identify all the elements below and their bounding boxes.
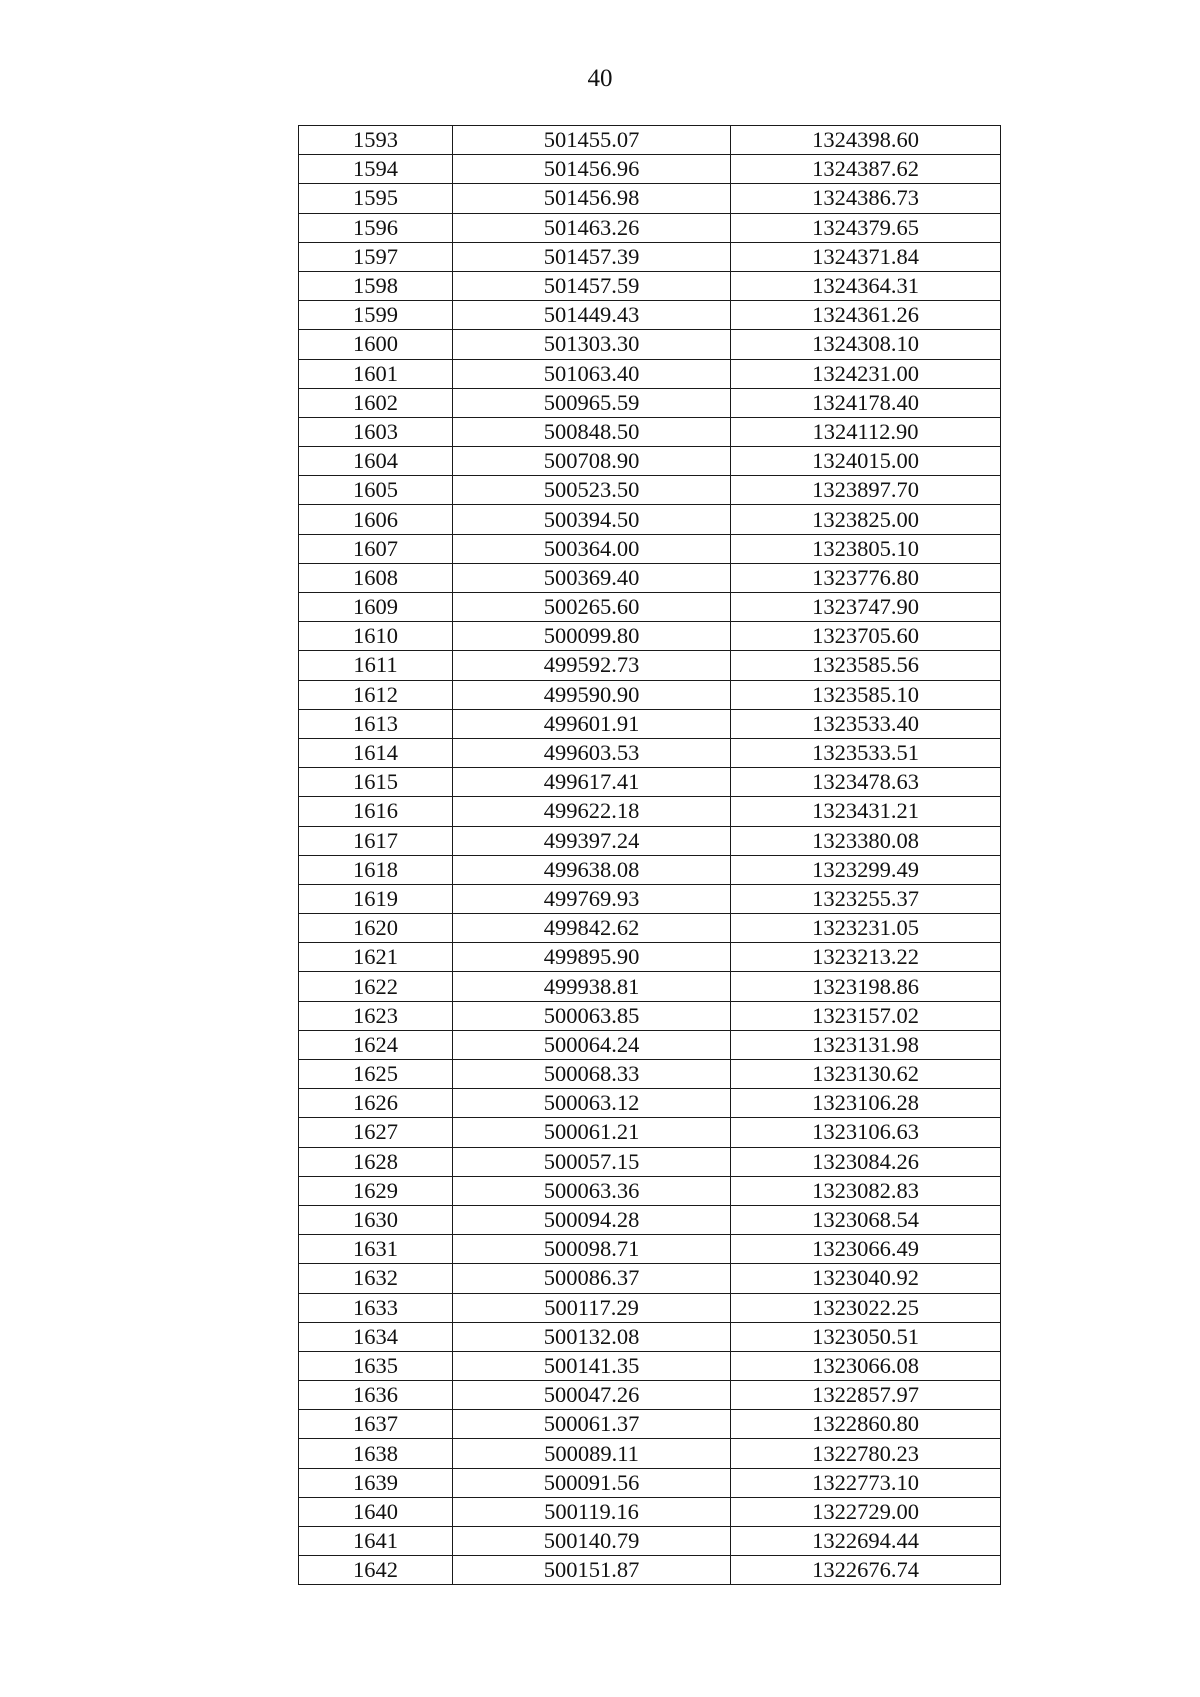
table-row	[299, 1351, 1001, 1380]
point-number-cell: 1600	[299, 330, 453, 359]
y-coordinate-cell: 1324361.26	[731, 301, 1001, 330]
y-coordinate-cell: 1322773.10	[731, 1468, 1001, 1497]
x-coordinate-cell: 500094.28	[453, 1205, 731, 1234]
table-row	[299, 1235, 1001, 1264]
point-number-cell: 1627	[299, 1118, 453, 1147]
y-coordinate-cell: 1323533.40	[731, 709, 1001, 738]
table-row	[299, 972, 1001, 1001]
x-coordinate-cell: 500047.26	[453, 1381, 731, 1410]
x-coordinate-cell: 499938.81	[453, 972, 731, 1001]
point-number-cell: 1617	[299, 826, 453, 855]
table-row	[299, 359, 1001, 388]
point-number-cell: 1634	[299, 1322, 453, 1351]
y-coordinate-cell: 1323585.56	[731, 651, 1001, 680]
point-number-cell: 1621	[299, 943, 453, 972]
point-number-cell: 1604	[299, 447, 453, 476]
table-row	[299, 1118, 1001, 1147]
table-row	[299, 271, 1001, 300]
table-row	[299, 184, 1001, 213]
point-number-cell: 1625	[299, 1060, 453, 1089]
x-coordinate-cell: 501455.07	[453, 126, 731, 155]
x-coordinate-cell: 499592.73	[453, 651, 731, 680]
table-row	[299, 884, 1001, 913]
x-coordinate-cell: 500369.40	[453, 563, 731, 592]
table-row	[299, 1205, 1001, 1234]
table-row	[299, 1147, 1001, 1176]
y-coordinate-cell: 1324308.10	[731, 330, 1001, 359]
point-number-cell: 1598	[299, 271, 453, 300]
y-coordinate-cell: 1324178.40	[731, 388, 1001, 417]
point-number-cell: 1624	[299, 1030, 453, 1059]
page-number: 40	[587, 65, 613, 92]
x-coordinate-cell: 500086.37	[453, 1264, 731, 1293]
y-coordinate-cell: 1322860.80	[731, 1410, 1001, 1439]
y-coordinate-cell: 1323380.08	[731, 826, 1001, 855]
y-coordinate-cell: 1323478.63	[731, 768, 1001, 797]
y-coordinate-cell: 1322857.97	[731, 1381, 1001, 1410]
x-coordinate-cell: 500151.87	[453, 1556, 731, 1585]
y-coordinate-cell: 1323198.86	[731, 972, 1001, 1001]
point-number-cell: 1593	[299, 126, 453, 155]
x-coordinate-cell: 499397.24	[453, 826, 731, 855]
point-number-cell: 1620	[299, 914, 453, 943]
point-number-cell: 1637	[299, 1410, 453, 1439]
table-row	[299, 1176, 1001, 1205]
table-row	[299, 126, 1001, 155]
y-coordinate-cell: 1323431.21	[731, 797, 1001, 826]
point-number-cell: 1633	[299, 1293, 453, 1322]
x-coordinate-cell: 500099.80	[453, 622, 731, 651]
point-number-cell: 1636	[299, 1381, 453, 1410]
x-coordinate-cell: 500061.21	[453, 1118, 731, 1147]
x-coordinate-cell: 500708.90	[453, 447, 731, 476]
y-coordinate-cell: 1323585.10	[731, 680, 1001, 709]
point-number-cell: 1629	[299, 1176, 453, 1205]
point-number-cell: 1640	[299, 1497, 453, 1526]
x-coordinate-cell: 499638.08	[453, 855, 731, 884]
y-coordinate-cell: 1323022.25	[731, 1293, 1001, 1322]
x-coordinate-cell: 499622.18	[453, 797, 731, 826]
point-number-cell: 1601	[299, 359, 453, 388]
coordinates-table-body	[299, 126, 1001, 1585]
point-number-cell: 1614	[299, 738, 453, 767]
y-coordinate-cell: 1323255.37	[731, 884, 1001, 913]
y-coordinate-cell: 1324112.90	[731, 417, 1001, 446]
table-row	[299, 330, 1001, 359]
x-coordinate-cell: 500068.33	[453, 1060, 731, 1089]
table-row	[299, 1001, 1001, 1030]
y-coordinate-cell: 1323705.60	[731, 622, 1001, 651]
point-number-cell: 1610	[299, 622, 453, 651]
table-row	[299, 622, 1001, 651]
point-number-cell: 1628	[299, 1147, 453, 1176]
point-number-cell: 1605	[299, 476, 453, 505]
point-number-cell: 1631	[299, 1235, 453, 1264]
x-coordinate-cell: 499603.53	[453, 738, 731, 767]
y-coordinate-cell: 1323897.70	[731, 476, 1001, 505]
point-number-cell: 1612	[299, 680, 453, 709]
point-number-cell: 1623	[299, 1001, 453, 1030]
y-coordinate-cell: 1323084.26	[731, 1147, 1001, 1176]
y-coordinate-cell: 1324015.00	[731, 447, 1001, 476]
y-coordinate-cell: 1324231.00	[731, 359, 1001, 388]
x-coordinate-cell: 500057.15	[453, 1147, 731, 1176]
point-number-cell: 1609	[299, 593, 453, 622]
x-coordinate-cell: 500061.37	[453, 1410, 731, 1439]
y-coordinate-cell: 1323066.49	[731, 1235, 1001, 1264]
point-number-cell: 1641	[299, 1527, 453, 1556]
point-number-cell: 1597	[299, 242, 453, 271]
x-coordinate-cell: 500063.36	[453, 1176, 731, 1205]
x-coordinate-cell: 501303.30	[453, 330, 731, 359]
table-row	[299, 943, 1001, 972]
point-number-cell: 1611	[299, 651, 453, 680]
table-row	[299, 213, 1001, 242]
y-coordinate-cell: 1323106.28	[731, 1089, 1001, 1118]
point-number-cell: 1608	[299, 563, 453, 592]
y-coordinate-cell: 1323082.83	[731, 1176, 1001, 1205]
y-coordinate-cell: 1322729.00	[731, 1497, 1001, 1526]
table-row	[299, 738, 1001, 767]
point-number-cell: 1632	[299, 1264, 453, 1293]
table-row	[299, 301, 1001, 330]
y-coordinate-cell: 1323106.63	[731, 1118, 1001, 1147]
x-coordinate-cell: 501449.43	[453, 301, 731, 330]
table-row	[299, 914, 1001, 943]
y-coordinate-cell: 1323747.90	[731, 593, 1001, 622]
table-row	[299, 593, 1001, 622]
y-coordinate-cell: 1324386.73	[731, 184, 1001, 213]
x-coordinate-cell: 500063.12	[453, 1089, 731, 1118]
point-number-cell: 1635	[299, 1351, 453, 1380]
table-row	[299, 651, 1001, 680]
point-number-cell: 1639	[299, 1468, 453, 1497]
y-coordinate-cell: 1324379.65	[731, 213, 1001, 242]
table-row	[299, 1410, 1001, 1439]
y-coordinate-cell: 1324387.62	[731, 155, 1001, 184]
table-row	[299, 563, 1001, 592]
y-coordinate-cell: 1323213.22	[731, 943, 1001, 972]
x-coordinate-cell: 500523.50	[453, 476, 731, 505]
table-row	[299, 476, 1001, 505]
point-number-cell: 1599	[299, 301, 453, 330]
y-coordinate-cell: 1323068.54	[731, 1205, 1001, 1234]
point-number-cell: 1595	[299, 184, 453, 213]
table-row	[299, 1527, 1001, 1556]
y-coordinate-cell: 1323805.10	[731, 534, 1001, 563]
coordinates-table	[298, 125, 1001, 1585]
table-row	[299, 417, 1001, 446]
y-coordinate-cell: 1324398.60	[731, 126, 1001, 155]
table-row	[299, 1468, 1001, 1497]
y-coordinate-cell: 1322780.23	[731, 1439, 1001, 1468]
table-row	[299, 534, 1001, 563]
y-coordinate-cell: 1322694.44	[731, 1527, 1001, 1556]
y-coordinate-cell: 1323776.80	[731, 563, 1001, 592]
x-coordinate-cell: 501457.59	[453, 271, 731, 300]
table-row	[299, 1089, 1001, 1118]
x-coordinate-cell: 500064.24	[453, 1030, 731, 1059]
x-coordinate-cell: 500119.16	[453, 1497, 731, 1526]
point-number-cell: 1607	[299, 534, 453, 563]
y-coordinate-cell: 1323040.92	[731, 1264, 1001, 1293]
point-number-cell: 1615	[299, 768, 453, 797]
table-row	[299, 1322, 1001, 1351]
point-number-cell: 1603	[299, 417, 453, 446]
point-number-cell: 1630	[299, 1205, 453, 1234]
x-coordinate-cell: 500063.85	[453, 1001, 731, 1030]
x-coordinate-cell: 500394.50	[453, 505, 731, 534]
point-number-cell: 1616	[299, 797, 453, 826]
y-coordinate-cell: 1324371.84	[731, 242, 1001, 271]
table-row	[299, 388, 1001, 417]
x-coordinate-cell: 501463.26	[453, 213, 731, 242]
table-row	[299, 1264, 1001, 1293]
x-coordinate-cell: 500089.11	[453, 1439, 731, 1468]
table-row	[299, 505, 1001, 534]
x-coordinate-cell: 500364.00	[453, 534, 731, 563]
point-number-cell: 1626	[299, 1089, 453, 1118]
x-coordinate-cell: 501456.98	[453, 184, 731, 213]
table-row	[299, 1497, 1001, 1526]
table-row	[299, 155, 1001, 184]
table-row	[299, 1381, 1001, 1410]
point-number-cell: 1596	[299, 213, 453, 242]
x-coordinate-cell: 500965.59	[453, 388, 731, 417]
y-coordinate-cell: 1323157.02	[731, 1001, 1001, 1030]
table-row	[299, 855, 1001, 884]
table-row	[299, 797, 1001, 826]
table-row	[299, 826, 1001, 855]
y-coordinate-cell: 1323130.62	[731, 1060, 1001, 1089]
table-row	[299, 709, 1001, 738]
table-row	[299, 1060, 1001, 1089]
x-coordinate-cell: 501456.96	[453, 155, 731, 184]
point-number-cell: 1642	[299, 1556, 453, 1585]
x-coordinate-cell: 500132.08	[453, 1322, 731, 1351]
table-row	[299, 1439, 1001, 1468]
table-row	[299, 447, 1001, 476]
x-coordinate-cell: 501063.40	[453, 359, 731, 388]
table-row	[299, 1556, 1001, 1585]
y-coordinate-cell: 1323231.05	[731, 914, 1001, 943]
point-number-cell: 1619	[299, 884, 453, 913]
x-coordinate-cell: 499769.93	[453, 884, 731, 913]
x-coordinate-cell: 500140.79	[453, 1527, 731, 1556]
table-row	[299, 1030, 1001, 1059]
x-coordinate-cell: 499601.91	[453, 709, 731, 738]
table-row	[299, 768, 1001, 797]
x-coordinate-cell: 499617.41	[453, 768, 731, 797]
point-number-cell: 1606	[299, 505, 453, 534]
y-coordinate-cell: 1324364.31	[731, 271, 1001, 300]
point-number-cell: 1622	[299, 972, 453, 1001]
point-number-cell: 1602	[299, 388, 453, 417]
point-number-cell: 1594	[299, 155, 453, 184]
x-coordinate-cell: 500117.29	[453, 1293, 731, 1322]
x-coordinate-cell: 500848.50	[453, 417, 731, 446]
y-coordinate-cell: 1323066.08	[731, 1351, 1001, 1380]
table-row	[299, 242, 1001, 271]
x-coordinate-cell: 500141.35	[453, 1351, 731, 1380]
x-coordinate-cell: 499895.90	[453, 943, 731, 972]
point-number-cell: 1618	[299, 855, 453, 884]
x-coordinate-cell: 499842.62	[453, 914, 731, 943]
y-coordinate-cell: 1323299.49	[731, 855, 1001, 884]
x-coordinate-cell: 500091.56	[453, 1468, 731, 1497]
x-coordinate-cell: 501457.39	[453, 242, 731, 271]
y-coordinate-cell: 1323825.00	[731, 505, 1001, 534]
y-coordinate-cell: 1323533.51	[731, 738, 1001, 767]
y-coordinate-cell: 1322676.74	[731, 1556, 1001, 1585]
table-row	[299, 1293, 1001, 1322]
x-coordinate-cell: 499590.90	[453, 680, 731, 709]
table-row	[299, 680, 1001, 709]
point-number-cell: 1613	[299, 709, 453, 738]
point-number-cell: 1638	[299, 1439, 453, 1468]
y-coordinate-cell: 1323050.51	[731, 1322, 1001, 1351]
x-coordinate-cell: 500265.60	[453, 593, 731, 622]
x-coordinate-cell: 500098.71	[453, 1235, 731, 1264]
y-coordinate-cell: 1323131.98	[731, 1030, 1001, 1059]
